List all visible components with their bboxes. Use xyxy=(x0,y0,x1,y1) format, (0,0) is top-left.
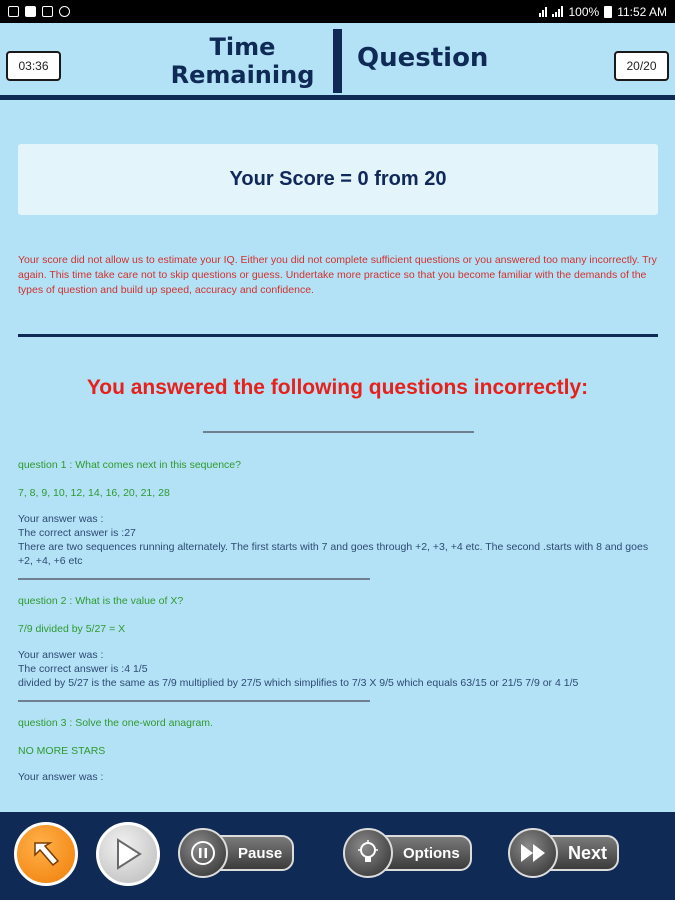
your-answer: Your answer was : xyxy=(18,771,104,783)
question-separator xyxy=(18,700,370,702)
question-number: question 3 : xyxy=(18,717,73,729)
question-prompt: What comes next in this sequence? xyxy=(75,459,241,471)
question-prompt: What is the value of X? xyxy=(75,595,184,607)
question-number: question 2 : xyxy=(18,595,73,607)
heading-underline xyxy=(203,431,474,433)
battery-icon xyxy=(604,6,612,18)
feedback-text: Your score did not allow us to estimate your IQ. Either you did not complete sufficient questions or you answered too many incorrectly. Try again. This time take care not to skip questions or guess. Undertake more practice so that you become familiar with the demands of the types of question and build up speed, accuracy and confidence. xyxy=(18,254,657,296)
list-item xyxy=(18,716,658,784)
incorrect-heading: You answered the following questions incorrectly: xyxy=(86,376,589,399)
question-separator xyxy=(18,578,370,580)
question-prompt: Solve the one-word anagram. xyxy=(75,717,213,729)
question-number: question 1 : xyxy=(18,459,73,471)
play-button[interactable] xyxy=(96,822,160,886)
section-divider xyxy=(18,334,658,337)
quiz-header xyxy=(0,23,675,100)
correct-answer: The correct answer is :4 1/5 xyxy=(18,663,148,675)
play-icon xyxy=(113,837,143,871)
question-content: 7, 8, 9, 10, 12, 14, 16, 20, 21, 28 xyxy=(18,487,170,499)
list-item xyxy=(18,594,658,702)
your-answer: Your answer was : xyxy=(18,649,104,661)
status-bar xyxy=(0,0,675,23)
options-label: Options xyxy=(375,835,472,871)
your-answer: Your answer was : xyxy=(18,513,104,525)
incorrect-questions-list[interactable] xyxy=(18,458,658,798)
back-arrow-icon xyxy=(29,837,63,871)
signal-icon xyxy=(552,6,563,17)
pause-icon xyxy=(178,828,228,878)
next-label: Next xyxy=(540,835,619,871)
answer-explanation: There are two sequences running alternately. The first starts with 7 and goes through +2, +3, +4 etc. The second .starts with 8 and goes +2, +4, +6 etc xyxy=(18,541,649,567)
pause-button[interactable] xyxy=(178,830,294,876)
clock: 11:52 AM xyxy=(617,4,667,19)
sync-notification-icon xyxy=(59,6,70,17)
lightbulb-icon xyxy=(343,828,393,878)
battery-percent: 100% xyxy=(568,4,600,19)
back-button[interactable] xyxy=(14,822,78,886)
fast-forward-icon xyxy=(508,828,558,878)
wifi-icon xyxy=(539,6,547,17)
time-remaining-label: Time Remaining xyxy=(170,33,315,89)
flipboard-notification-icon xyxy=(25,6,36,17)
question-label: Question xyxy=(357,43,489,73)
pause-label: Pause xyxy=(210,835,294,871)
timer-display: 03:36 xyxy=(6,51,61,81)
question-content: NO MORE STARS xyxy=(18,745,106,757)
list-item xyxy=(18,458,658,580)
question-content: 7/9 divided by 5/27 = X xyxy=(18,623,126,635)
score-text: Your Score = 0 from 20 xyxy=(229,168,447,190)
score-panel xyxy=(18,144,658,215)
answer-explanation: divided by 5/27 is the same as 7/9 multiplied by 27/5 which simplifies to 7/3 X 9/5 which equals 63/15 or 21/5 7/9 or 4 1/5 xyxy=(18,677,579,689)
question-counter: 20/20 xyxy=(614,51,669,81)
correct-answer: The correct answer is :27 xyxy=(18,527,136,539)
header-divider xyxy=(333,29,342,93)
options-button[interactable] xyxy=(343,830,472,876)
mail-notification-icon xyxy=(42,6,53,17)
image-notification-icon xyxy=(8,6,19,17)
next-button[interactable] xyxy=(508,830,619,876)
